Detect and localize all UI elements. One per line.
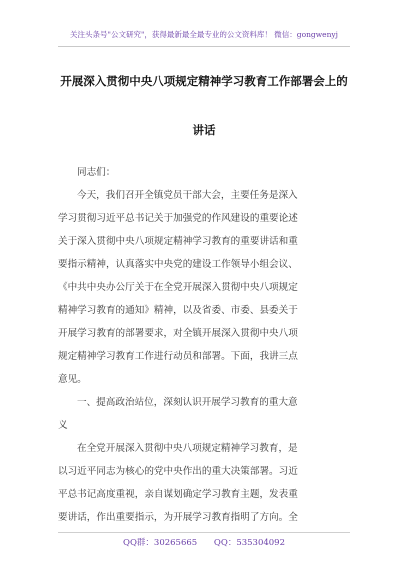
- document-title-line-1: 开展深入贯彻中央八项规定精神学习教育工作部署会上的: [60, 74, 348, 88]
- footer-divider: [58, 532, 350, 533]
- body-line: 要指示精神，认真落实中央党的建设工作领导小组会议、: [58, 259, 298, 270]
- body-line: 在全党开展深入贯彻中央八项规定精神学习教育，是: [77, 443, 298, 454]
- body-line: 开展学习教育的部署要求，对全镇开展深入贯彻中央八项: [58, 328, 298, 339]
- section-heading-1: 一、提高政治站位，深刻认识开展学习教育的重大意: [77, 397, 298, 408]
- footer-qq: QQ：535304092: [213, 538, 285, 548]
- body-line: 精神学习教育的通知》精神，以及省委、市委、县委关于: [58, 305, 298, 316]
- document-title-line-2: 讲话: [192, 123, 216, 137]
- section-heading-1-cont: 义: [58, 420, 68, 431]
- body-line: 平总书记高度重视，亲自谋划确定学习教育主题，发表重: [58, 489, 298, 500]
- body-line: 以习近平同志为核心的党中央作出的重大决策部署。习近: [58, 466, 298, 477]
- header-divider: [58, 46, 350, 47]
- header-note: 关注头条号"公文研究"，获得最新最全最专业的公文资料库！ 微信：gongwenyj: [70, 30, 338, 39]
- body-line: 规定精神学习教育工作进行动员和部署。下面，我讲三点: [58, 351, 298, 362]
- body-line: 今天，我们召开全镇党员干部大会，主要任务是深入: [77, 190, 298, 201]
- footer-contact: [0, 536, 408, 548]
- body-line: 关于深入贯彻中央八项规定精神学习教育的重要讲话和重: [58, 236, 298, 247]
- body-line: 学习贯彻习近平总书记关于加强党的作风建设的重要论述: [58, 213, 298, 224]
- footer-qq-group: QQ群：30265665: [122, 538, 198, 548]
- body-line: 《中共中央办公厅关于在全党开展深入贯彻中央八项规定: [58, 282, 298, 293]
- body-line: 意见。: [58, 374, 87, 385]
- body-line: 要讲话，作出重要指示，为开展学习教育指明了方向。全: [58, 512, 298, 523]
- salutation: 同志们：: [77, 167, 116, 178]
